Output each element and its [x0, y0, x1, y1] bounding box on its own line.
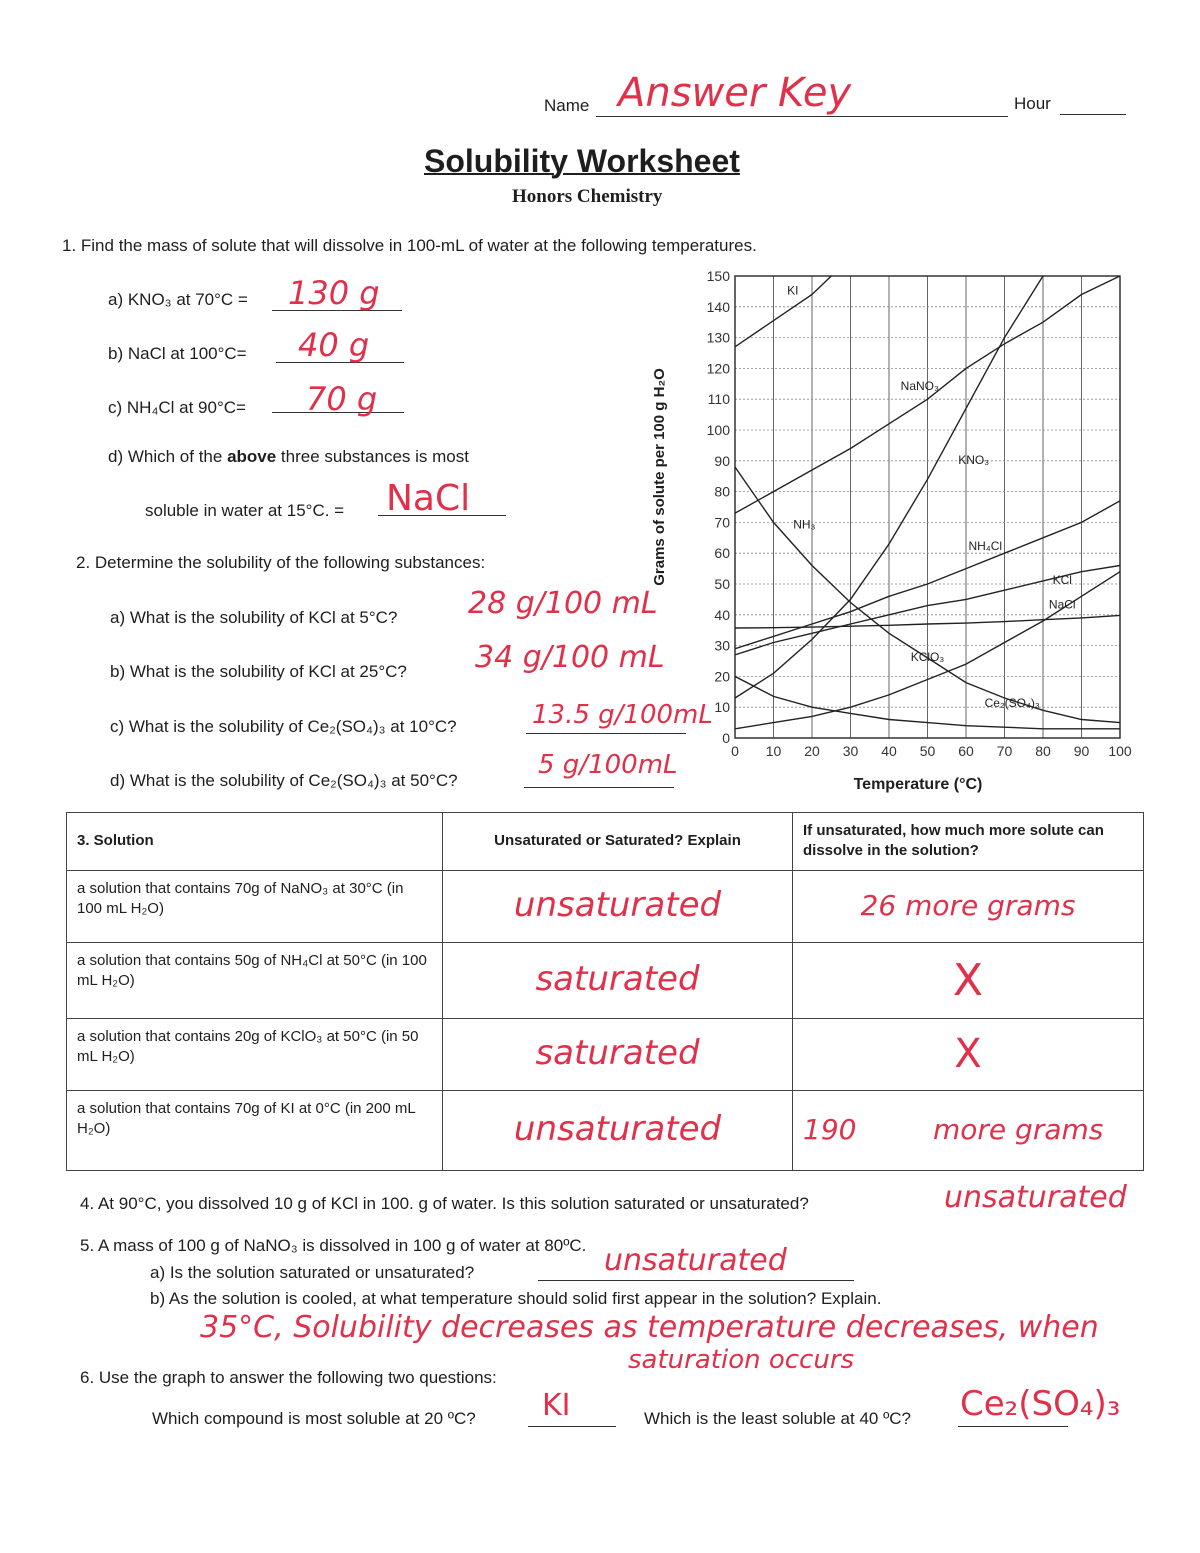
- q1a-label: a) KNO₃ at 70°C =: [108, 290, 248, 309]
- series-label: NH₃: [793, 517, 816, 532]
- q6-right-answer: Ce₂(SO₄)₃: [960, 1384, 1121, 1424]
- y-tick-label: 10: [714, 699, 730, 716]
- table-cell-amount: X: [793, 1018, 1144, 1090]
- q2a-label: a) What is the solubility of KCl at 5°C?: [110, 608, 398, 627]
- q6-right-label: Which is the least soluble at 40 ºC?: [644, 1409, 912, 1428]
- hour-label: Hour: [1014, 94, 1051, 113]
- q1c-answer: 70 g: [306, 380, 378, 418]
- table-header-solution: 3. Solution: [67, 813, 443, 871]
- x-tick-label: 80: [1035, 743, 1051, 759]
- y-tick-label: 60: [714, 545, 730, 562]
- q6-left-label: Which compound is most soluble at 20 ºC?: [152, 1409, 476, 1428]
- name-line: [596, 116, 1008, 117]
- q5b-label: b) As the solution is cooled, at what temperature should solid first appear in the solution? Explain.: [150, 1289, 882, 1308]
- q2c-label: c) What is the solubility of Ce₂(SO₄)₃ at 10°C?: [110, 717, 457, 736]
- y-tick-label: 140: [706, 298, 730, 315]
- q5a-line: [538, 1280, 854, 1281]
- y-tick-label: 150: [706, 268, 730, 284]
- q2b-answer: 34 g/100 mL: [475, 640, 665, 675]
- series-label: KNO₃: [958, 452, 990, 467]
- y-tick-label: 50: [714, 576, 730, 592]
- q5b-answer-line1: 35°C, Solubility decreases as temperature decreases, when: [200, 1310, 1099, 1345]
- name-answer: Answer Key: [618, 70, 852, 116]
- q2d-answer: 5 g/100mL: [538, 750, 678, 780]
- q2d-label: d) What is the solubility of Ce₂(SO₄)₃ at 50°C?: [110, 771, 458, 790]
- table-cell-status: saturated: [443, 1018, 793, 1090]
- solubility-chart: [620, 262, 1160, 802]
- series-label: NaCl: [1048, 597, 1076, 612]
- table-cell-amount: X: [793, 942, 1144, 1018]
- q2c-answer: 13.5 g/100mL: [532, 700, 713, 730]
- q5a-answer: unsaturated: [604, 1243, 787, 1278]
- table-cell-status: saturated: [443, 942, 793, 1018]
- x-tick-label: 60: [958, 743, 974, 759]
- y-tick-label: 90: [714, 452, 730, 469]
- solution-table: [66, 812, 1144, 1171]
- amount-text: more grams: [933, 1113, 1104, 1147]
- q1c-label: c) NH₄Cl at 90°C=: [108, 398, 246, 417]
- page-subtitle: Honors Chemistry: [512, 186, 663, 207]
- q1d-label-2: soluble in water at 15°C. =: [145, 501, 345, 520]
- q2a-answer: 28 g/100 mL: [468, 586, 658, 621]
- amount-number: 190: [803, 1113, 857, 1147]
- q5-prompt: 5. A mass of 100 g of NaNO₃ is dissolved in 100 g of water at 80ºC.: [80, 1236, 587, 1255]
- y-tick-label: 80: [714, 483, 730, 500]
- table-cell-solution: a solution that contains 70g of NaNO₃ at 30°C (in 100 mL H₂O): [67, 870, 443, 942]
- x-tick-label: 30: [842, 743, 859, 759]
- q6-left-answer: KI: [542, 1388, 571, 1423]
- y-tick-label: 120: [706, 360, 730, 377]
- y-tick-label: 20: [714, 668, 730, 685]
- y-tick-label: 30: [714, 637, 730, 654]
- q2b-label: b) What is the solubility of KCl at 25°C?: [110, 662, 407, 681]
- q4-prompt: 4. At 90°C, you dissolved 10 g of KCl in 100. g of water. Is this solution saturated or unsaturated?: [80, 1194, 809, 1213]
- table-row: [67, 1090, 1144, 1170]
- x-tick-label: 10: [765, 743, 782, 759]
- chart-ylabel: Grams of solute per 100 g H₂O: [651, 368, 668, 586]
- x-tick-label: 20: [804, 743, 820, 759]
- q6-prompt: 6. Use the graph to answer the following two questions:: [80, 1368, 497, 1387]
- series-line: [735, 276, 831, 347]
- series-label: NaNO₃: [900, 378, 939, 393]
- series-label: KCl: [1052, 573, 1072, 587]
- table-header-amount: If unsaturated, how much more solute can dissolve in the solution?: [793, 813, 1144, 871]
- q6-left-line: [528, 1426, 616, 1427]
- table-cell-solution: a solution that contains 20g of KClO₃ at 50°C (in 50 mL H₂O): [67, 1018, 443, 1090]
- table-row: [67, 942, 1144, 1018]
- q1d-label: d) Which of the above three substances is most: [108, 447, 469, 466]
- page-title: Solubility Worksheet: [424, 143, 740, 179]
- series-label: KClO₃: [910, 650, 945, 664]
- q2-prompt: 2. Determine the solubility of the following substances:: [76, 553, 486, 572]
- q1b-answer: 40 g: [298, 326, 370, 364]
- table-header-status: Unsaturated or Saturated? Explain: [443, 813, 793, 871]
- q1a-answer: 130 g: [288, 274, 380, 312]
- table-cell-solution: a solution that contains 70g of KI at 0°C (in 200 mL H₂O): [67, 1090, 443, 1170]
- series-label: Ce₂(SO₄)₃: [984, 696, 1040, 711]
- q4-answer: unsaturated: [944, 1180, 1127, 1215]
- x-tick-label: 100: [1108, 743, 1132, 759]
- q1d-answer: NaCl: [386, 478, 471, 519]
- table-row: [67, 870, 1144, 942]
- y-tick-label: 100: [706, 422, 730, 438]
- table-row: [67, 1018, 1144, 1090]
- y-tick-label: 110: [707, 391, 730, 408]
- chart-xlabel: Temperature (°C): [853, 776, 983, 793]
- y-tick-label: 70: [714, 514, 730, 531]
- x-tick-label: 90: [1073, 743, 1090, 759]
- y-tick-label: 130: [706, 329, 730, 346]
- hour-line: [1060, 114, 1126, 115]
- x-tick-label: 50: [919, 743, 936, 759]
- y-tick-label: 40: [714, 606, 730, 623]
- y-tick-label: 0: [722, 730, 730, 746]
- series-label: KI: [787, 283, 799, 298]
- q1-prompt: 1. Find the mass of solute that will dissolve in 100-mL of water at the following temperatures.: [62, 236, 757, 255]
- q1b-label: b) NaCl at 100°C=: [108, 344, 247, 363]
- x-tick-label: 40: [881, 743, 897, 759]
- x-tick-label: 70: [996, 743, 1013, 759]
- x-tick-label: 0: [731, 743, 739, 759]
- table-cell-status: unsaturated: [443, 1090, 793, 1170]
- table-cell-amount: 26 more grams: [793, 870, 1144, 942]
- name-label: Name: [544, 96, 590, 115]
- series-label: NH₄Cl: [968, 539, 1003, 554]
- q5a-label: a) Is the solution saturated or unsaturated?: [150, 1263, 475, 1282]
- table-cell-amount: [793, 1090, 1144, 1170]
- q6-right-line: [958, 1426, 1068, 1427]
- table-cell-status: unsaturated: [443, 870, 793, 942]
- table-cell-solution: a solution that contains 50g of NH₄Cl at 50°C (in 100 mL H₂O): [67, 942, 443, 1018]
- q5b-answer-line2: saturation occurs: [628, 1345, 855, 1375]
